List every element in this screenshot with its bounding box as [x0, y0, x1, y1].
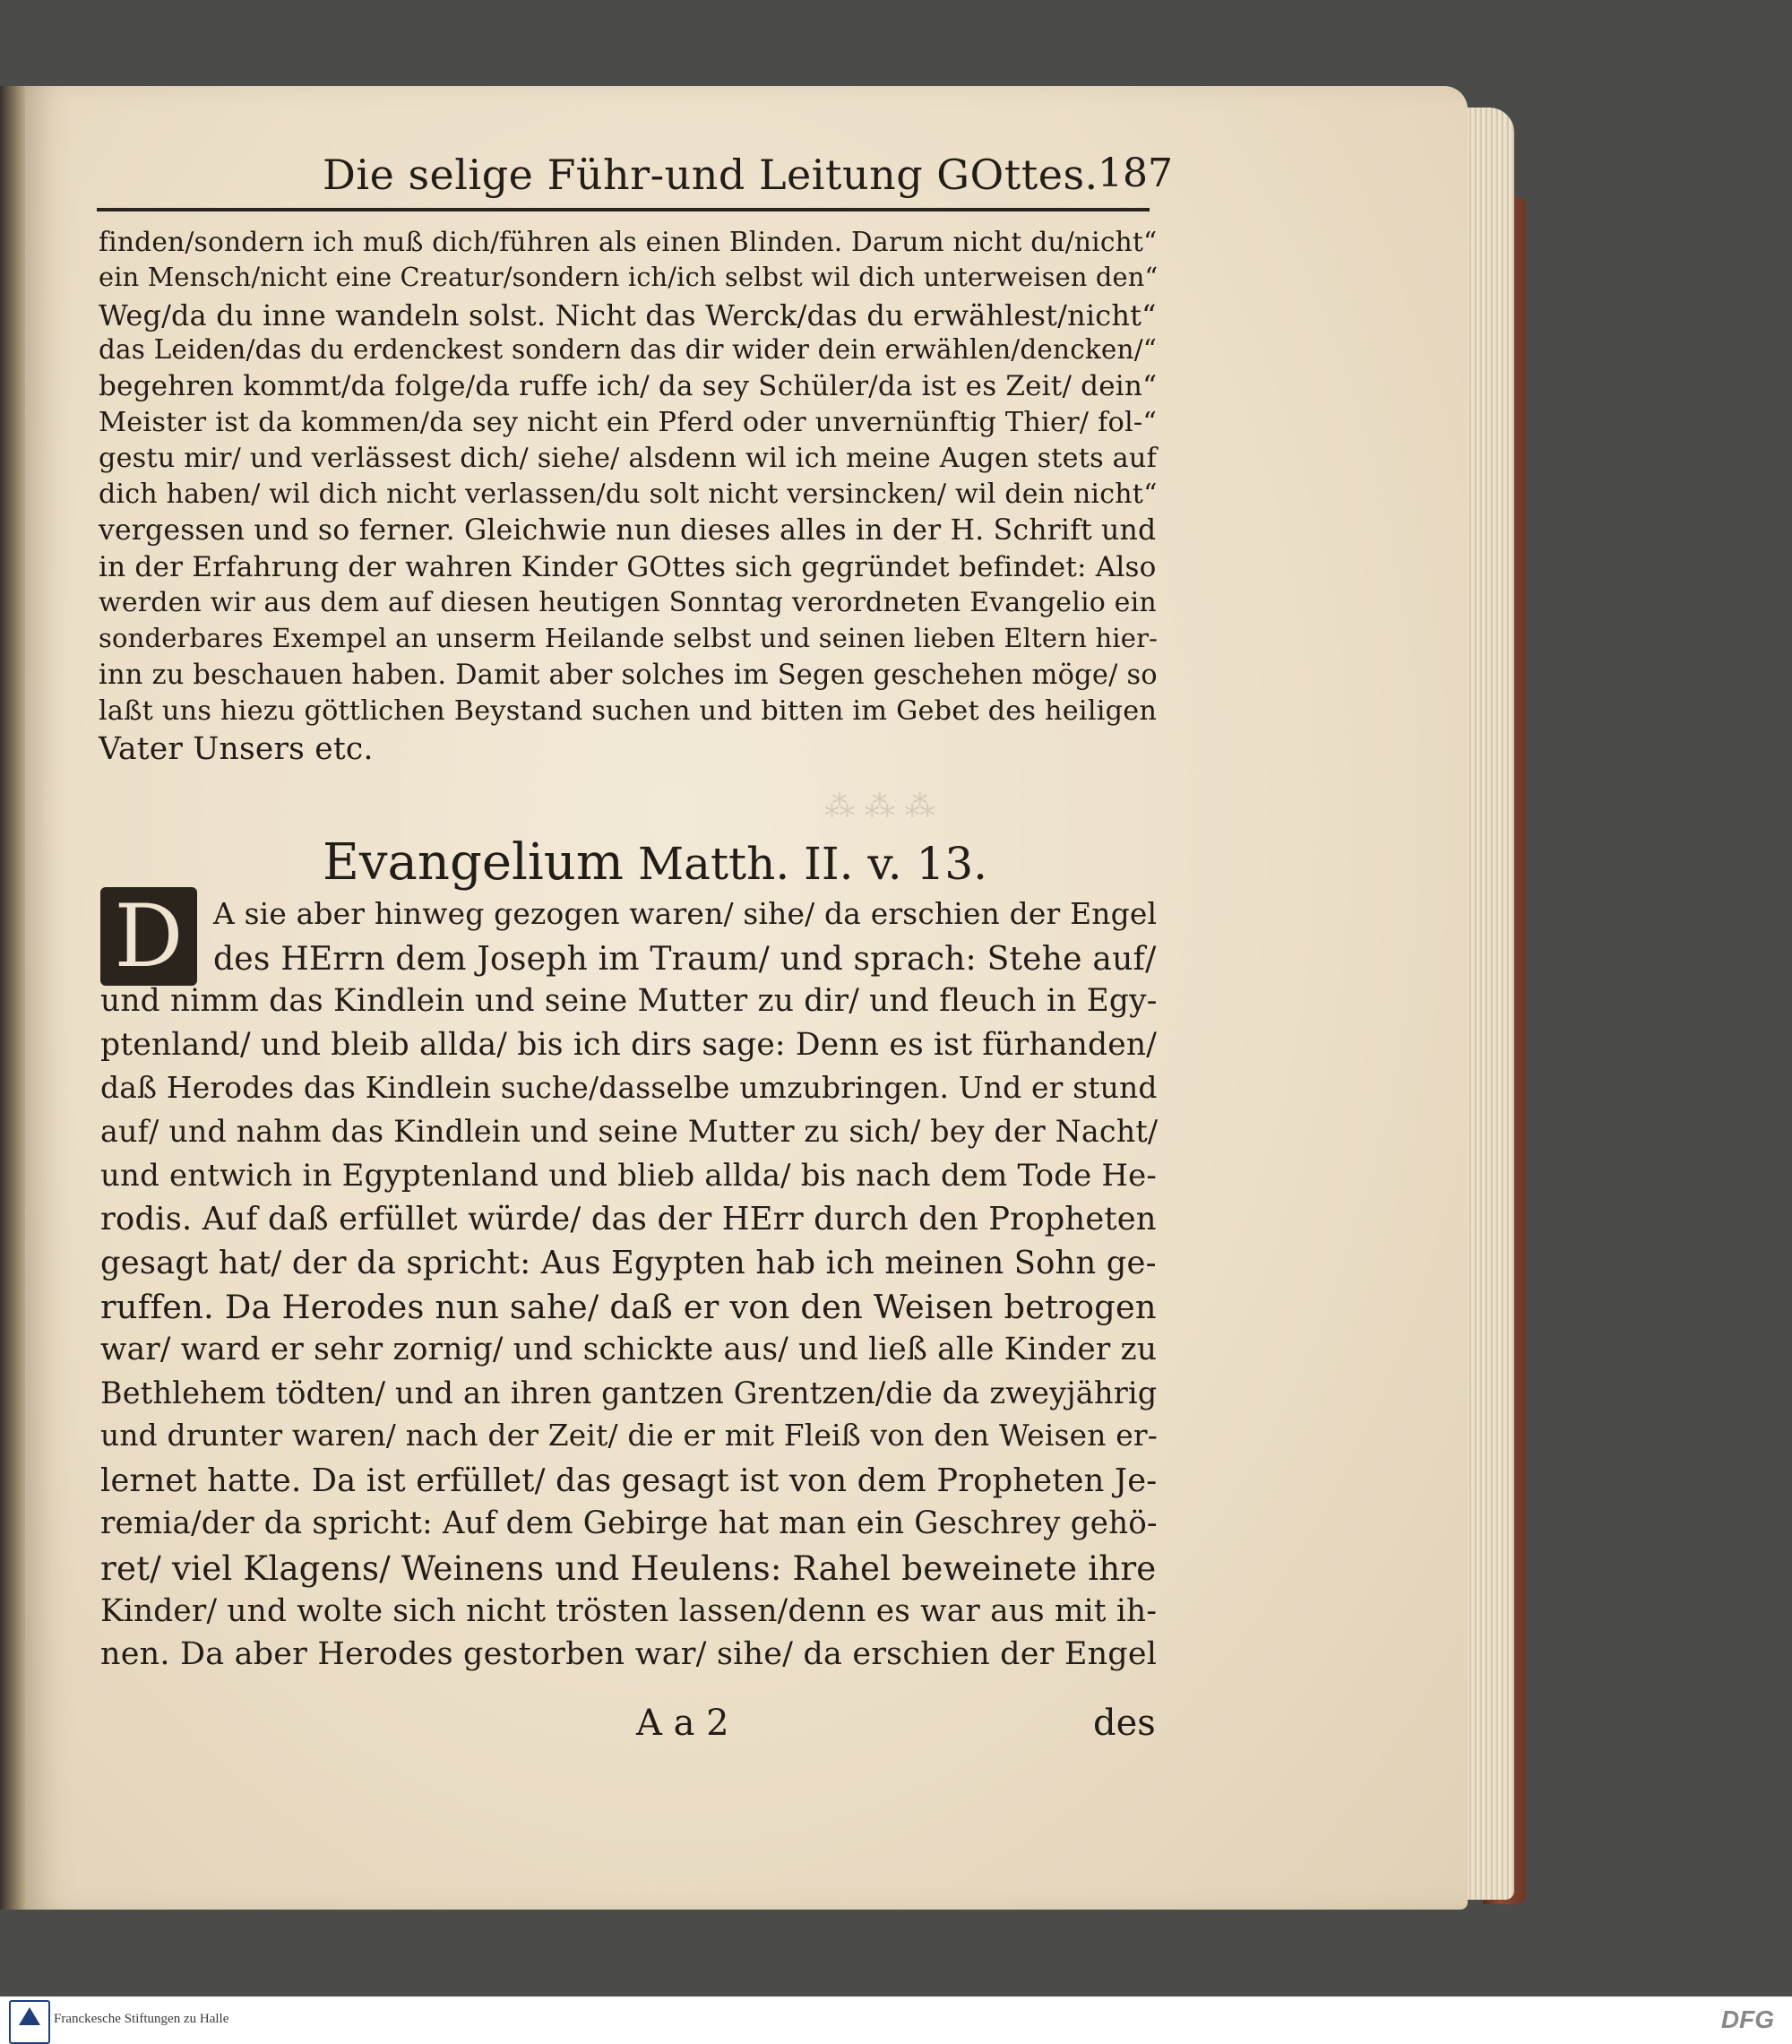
body-line: begehren kommt/da folge/da ruffe ich/ da sey Schüler/da ist es Zeit/ dein“ — [99, 370, 1158, 403]
body-line: Weg/da du inne wandeln solst. Nicht das Werck/das du erwählest/nicht“ — [99, 298, 1157, 332]
gospel-line: A sie aber hinweg gezogen waren/ sihe/ da erschien der Engel — [213, 896, 1158, 931]
footer-bar — [0, 1997, 1792, 2044]
gospel-line: remia/der da spricht: Auf dem Gebirge hat man ein Geschrey gehö- — [100, 1505, 1158, 1542]
gospel-line: rodis. Auf daß erfüllet würde/ das der HErr durch den Propheten — [100, 1201, 1157, 1238]
gospel-line: lernet hatte. Da ist erfüllet/ das gesagt ist von dem Propheten Je- — [100, 1462, 1158, 1499]
body-line: das Leiden/das du erdenckest sondern das dir wider dein erwählen/dencken/“ — [99, 333, 1158, 365]
signature-mark: A a 2 — [636, 1703, 729, 1744]
drop-cap: D — [100, 887, 197, 986]
body-line: Vater Unsers etc. — [99, 731, 374, 768]
body-line: ein Mensch/nicht eine Creatur/sondern ich/ich selbst wil dich unterweisen den“ — [99, 262, 1159, 293]
gospel-line: Bethlehem tödten/ und an ihren gantzen Grentzen/die da zweyjährig — [100, 1375, 1158, 1410]
body-line: finden/sondern ich muß dich/führen als einen Blinden. Darum nicht du/nicht“ — [99, 226, 1158, 257]
gospel-line: des HErrn dem Joseph im Traum/ und sprach: Stehe auf/ — [213, 939, 1157, 978]
gospel-line: und drunter waren/ nach der Zeit/ die er mit Fleiß von den Weisen er- — [100, 1419, 1159, 1453]
gospel-line: war/ ward er sehr zornig/ und schickte aus/ und ließ alle Kinder zu — [100, 1332, 1158, 1367]
gospel-line: Kinder/ und wolte sich nicht trösten lassen/denn es war aus mit ih- — [100, 1592, 1158, 1629]
gospel-line: und entwich in Egyptenland und blieb allda/ bis nach dem Tode He- — [100, 1157, 1158, 1193]
heading-title: Evangelium — [323, 833, 624, 892]
section-heading — [323, 833, 987, 892]
body-line: dich haben/ wil dich nicht verlassen/du solt nicht versincken/ wil dein nicht“ — [99, 479, 1158, 511]
institution-logo-icon — [9, 2000, 50, 2044]
gospel-line: ret/ viel Klagens/ Weinens und Heulens: Rahel beweinete ihre — [100, 1549, 1157, 1588]
header-rule — [97, 208, 1150, 211]
body-line: inn zu beschauen haben. Damit aber solches im Segen geschehen möge/ so — [99, 659, 1158, 691]
running-head: Die selige Führ-und Leitung GOttes. — [323, 151, 1098, 199]
dfg-logo: DFG — [1720, 2005, 1774, 2033]
heading-reference: Matth. II. v. 13. — [637, 838, 988, 890]
body-line: gestu mir/ und verlässest dich/ siehe/ alsdenn wil ich meine Augen stets auf — [99, 442, 1157, 474]
gospel-line: ptenland/ und bleib allda/ bis ich dirs sage: Denn es ist fürhanden/ — [100, 1026, 1158, 1063]
institution-name: Franckesche Stiftungen zu Halle — [54, 2012, 229, 2026]
gospel-line: nen. Da aber Herodes gestorben war/ sihe/ da erschien der Engel — [100, 1636, 1158, 1673]
catchword: des — [1093, 1703, 1156, 1744]
body-line: in der Erfahrung der wahren Kinder GOttes sich gegründet befindet: Also — [99, 550, 1157, 583]
gospel-line: daß Herodes das Kindlein suche/dasselbe umzubringen. Und er stund — [100, 1070, 1158, 1106]
body-line: Meister ist da kommen/da sey nicht ein Pferd oder unvernünftig Thier/ fol-“ — [99, 406, 1158, 438]
body-line: vergessen und so ferner. Gleichwie nun dieses alles in der H. Schrift und — [99, 514, 1157, 548]
gospel-line: ruffen. Da Herodes nun sahe/ daß er von den Weisen betrogen — [100, 1288, 1157, 1327]
body-line: sonderbares Exempel an unserm Heilande selbst und seinen lieben Eltern hier- — [99, 623, 1159, 654]
gospel-line: gesagt hat/ der da spricht: Aus Egypten hab ich meinen Sohn ge- — [100, 1244, 1157, 1281]
body-line: laßt uns hiezu göttlichen Beystand suchen und bitten im Gebet des heiligen — [99, 694, 1158, 727]
show-through: ⁂ ⁂ ⁂ — [824, 789, 935, 824]
gospel-line: und nimm das Kindlein und seine Mutter zu dir/ und fleuch in Egy- — [100, 983, 1158, 1020]
body-line: werden wir aus dem auf diesen heutigen Sonntag verordneten Evangelio ein — [99, 587, 1157, 618]
gospel-line: auf/ und nahm das Kindlein und seine Mutter zu sich/ bey der Nacht/ — [100, 1114, 1159, 1149]
page-number: 187 — [1098, 151, 1173, 196]
